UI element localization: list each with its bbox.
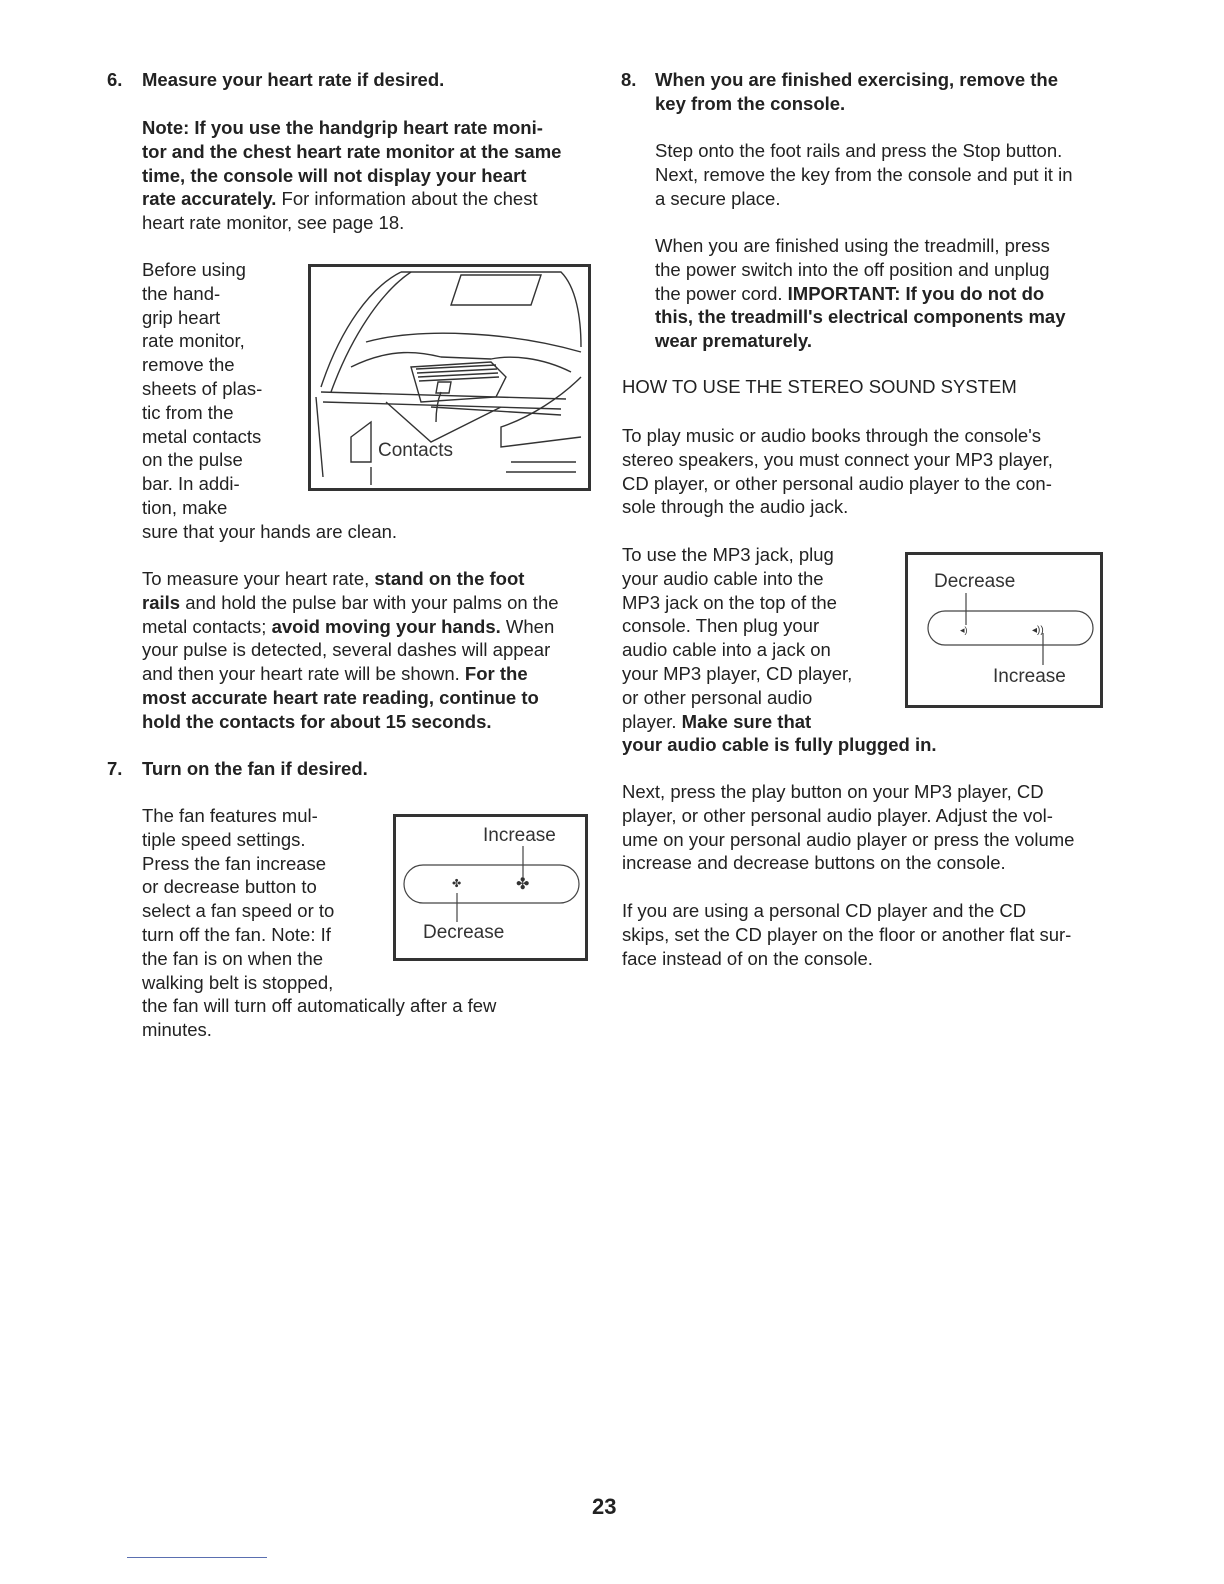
volume-high-icon: ◂)) [1032,625,1044,636]
text-line [142,971,496,995]
text-line [622,424,1053,448]
bold-text-run: this, the treadmill's electrical components may [655,306,1066,328]
text-line [655,234,1066,258]
step-6-title [142,68,444,92]
text-run: If you are using a personal CD player and the CD [622,900,1027,921]
text-run: your audio cable into the [622,567,824,589]
bold-text-run: Make sure that [681,710,812,732]
text-line [622,851,1074,875]
remove-key-paragraph [655,139,1073,210]
text-run: walking belt is stopped, [142,971,334,993]
text-line [622,375,1017,399]
text-line [142,496,397,520]
text-run: Next, press the play button on your MP3 player, CD [622,781,1044,802]
text-run: bar. In addi- [142,473,240,495]
bold-text-run: rails [142,591,181,613]
text-line [142,615,559,639]
text-run: the fan will turn off automatically after a few [142,995,497,1017]
text-line [622,614,937,638]
page-number: 23 [592,1494,617,1519]
text-run: heart rate monitor, see page 18. [142,212,405,234]
bold-text-run: most accurate heart rate reading, continue to [142,686,539,708]
text-run: remove the [142,354,235,376]
bold-text-run: wear prematurely. [655,330,812,352]
text-run: ume on your personal audio player or press the volume [622,828,1075,850]
bold-text-run: rate accurately. [142,188,277,210]
text-run: tiple speed settings. [142,828,306,850]
text-run: Before using [142,259,246,280]
contacts-label: Contacts [378,440,453,461]
fan-increase-label: Increase [483,825,556,846]
text-run: MP3 jack on the top of the [622,591,837,613]
text-run: To use the MP3 jack, plug [622,544,834,565]
step-7-title [142,757,368,781]
text-run: metal contacts; [142,615,272,637]
heart-rate-note [142,116,561,235]
text-line [142,211,561,235]
text-line [142,710,559,734]
bold-text-run: IMPORTANT: If you do not do [787,282,1045,304]
text-line [622,448,1053,472]
bold-text-run: stand on the foot [374,568,525,589]
text-run: the power switch into the off position and unplug [655,258,1050,280]
power-off-paragraph [655,234,1066,353]
stereo-section-heading [622,375,1017,399]
bold-text-run: tor and the chest heart rate monitor at the same [142,140,562,162]
text-line [142,638,559,662]
text-run: stereo speakers, you must connect your MP3 player, [622,448,1053,470]
text-run: or decrease button to [142,876,317,898]
volume-decrease-label: Decrease [934,571,1016,592]
bold-text-run: time, the console will not display your heart [142,164,527,186]
text-run: The fan features mul- [142,805,318,826]
bold-text-run: For the [464,663,528,685]
text-line [142,994,496,1018]
text-run: sheets of plas- [142,377,263,399]
text-line [622,591,937,615]
text-run: tic from the [142,401,234,423]
text-line [655,163,1073,187]
text-run: When [500,615,555,637]
text-line [142,116,561,140]
text-run: and then your heart rate will be shown. [142,663,465,685]
step-number-8: 8. [621,69,637,90]
text-line [655,92,1058,116]
text-line [622,495,1053,519]
text-line [142,686,559,710]
text-run: player. [622,710,682,732]
step-8-title [655,68,1058,116]
text-line [622,543,937,567]
text-run: increase and decrease buttons on the console. [622,852,1006,874]
footer-rule [127,1557,267,1558]
fan-decrease-label: Decrease [423,922,505,943]
text-line [142,68,444,92]
text-run: console. Then plug your [622,615,820,637]
text-run: metal contacts [142,425,262,447]
text-run: rate monitor, [142,330,245,352]
stereo-intro-paragraph [622,424,1053,519]
bold-text-run: avoid moving your hands. [271,615,501,637]
bold-text-run: Turn on the fan if desired. [142,758,368,779]
text-run: the fan is on when the [142,947,324,969]
text-line [622,733,937,757]
text-run: your pulse is detected, several dashes will appear [142,639,551,661]
pulse-contacts-figure [308,264,591,491]
text-line [142,662,559,686]
text-line [142,187,561,211]
bold-text-run: hold the contacts for about 15 seconds. [142,710,492,732]
text-line [142,567,559,591]
text-run: select a fan speed or to [142,900,335,922]
text-line [622,662,937,686]
text-run: grip heart [142,306,221,328]
text-run: Next, remove the key from the console and put it in [655,163,1073,185]
text-line [655,329,1066,353]
text-run: skips, set the CD player on the floor or another flat sur- [622,923,1072,945]
text-line [142,1018,496,1042]
play-volume-paragraph [622,780,1074,875]
text-line [622,710,937,734]
text-run: and hold the pulse bar with your palms on the [180,591,559,613]
step-number-7: 7. [107,758,123,779]
fan-high-icon: ✤ [516,876,530,893]
text-run: audio cable into a jack on [622,639,831,661]
text-run: face instead of on the console. [622,947,873,969]
text-line [655,68,1058,92]
text-line [655,187,1073,211]
text-line [142,140,561,164]
text-line [655,258,1066,282]
bold-text-run: When you are finished exercising, remove the [655,69,1059,90]
text-run: To play music or audio books through the console's [622,425,1041,446]
text-line [142,520,397,544]
text-line [622,804,1074,828]
text-run: To measure your heart rate, [142,568,375,589]
fan-low-icon: ✤ [452,878,462,890]
text-line [655,282,1066,306]
text-run: sure that your hands are clean. [142,520,398,542]
text-run: tion, make [142,496,228,518]
text-line [655,305,1066,329]
bold-text-run: Note: If you use the handgrip heart rate moni- [142,117,543,138]
text-run: minutes. [142,1019,212,1041]
text-run: on the pulse [142,449,243,471]
text-run: a secure place. [655,187,781,209]
step-number-6: 6. [107,69,123,90]
text-run: Press the fan increase [142,852,327,874]
text-line [142,164,561,188]
volume-increase-label: Increase [993,666,1066,687]
text-run: sole through the audio jack. [622,496,849,518]
text-run: For information about the chest [276,188,538,210]
text-run: CD player, or other personal audio player to the con- [622,472,1052,494]
text-line [622,638,937,662]
text-line [142,591,559,615]
text-run: HOW TO USE THE STEREO SOUND SYSTEM [622,376,1017,397]
text-line [622,567,937,591]
text-run: turn off the fan. Note: If [142,923,331,945]
volume-low-icon: ◂) [960,625,968,635]
bold-text-run: your audio cable is fully plugged in. [622,734,937,756]
volume-buttons-figure [905,552,1103,708]
text-line [622,923,1071,947]
text-line [622,828,1074,852]
measure-heart-rate-paragraph [142,567,559,734]
text-line [655,139,1073,163]
cd-player-paragraph [622,899,1071,970]
text-run: your MP3 player, CD player, [622,662,853,684]
text-run: the power cord. [655,282,788,304]
text-line [622,899,1071,923]
mp3-jack-paragraph [622,543,937,757]
bold-text-run: key from the console. [655,92,846,114]
text-run: Step onto the foot rails and press the Stop button. [655,140,1063,161]
text-line [622,686,937,710]
text-line [622,947,1071,971]
text-run: player, or other personal audio player. Adjust the vol- [622,804,1053,826]
text-line [142,757,368,781]
text-line [622,780,1074,804]
text-run: When you are finished using the treadmill, press [655,235,1050,256]
bold-text-run: Measure your heart rate if desired. [142,69,445,90]
fan-buttons-figure [393,814,588,961]
text-run: the hand- [142,282,221,304]
text-line [622,472,1053,496]
text-run: or other personal audio [622,686,813,708]
